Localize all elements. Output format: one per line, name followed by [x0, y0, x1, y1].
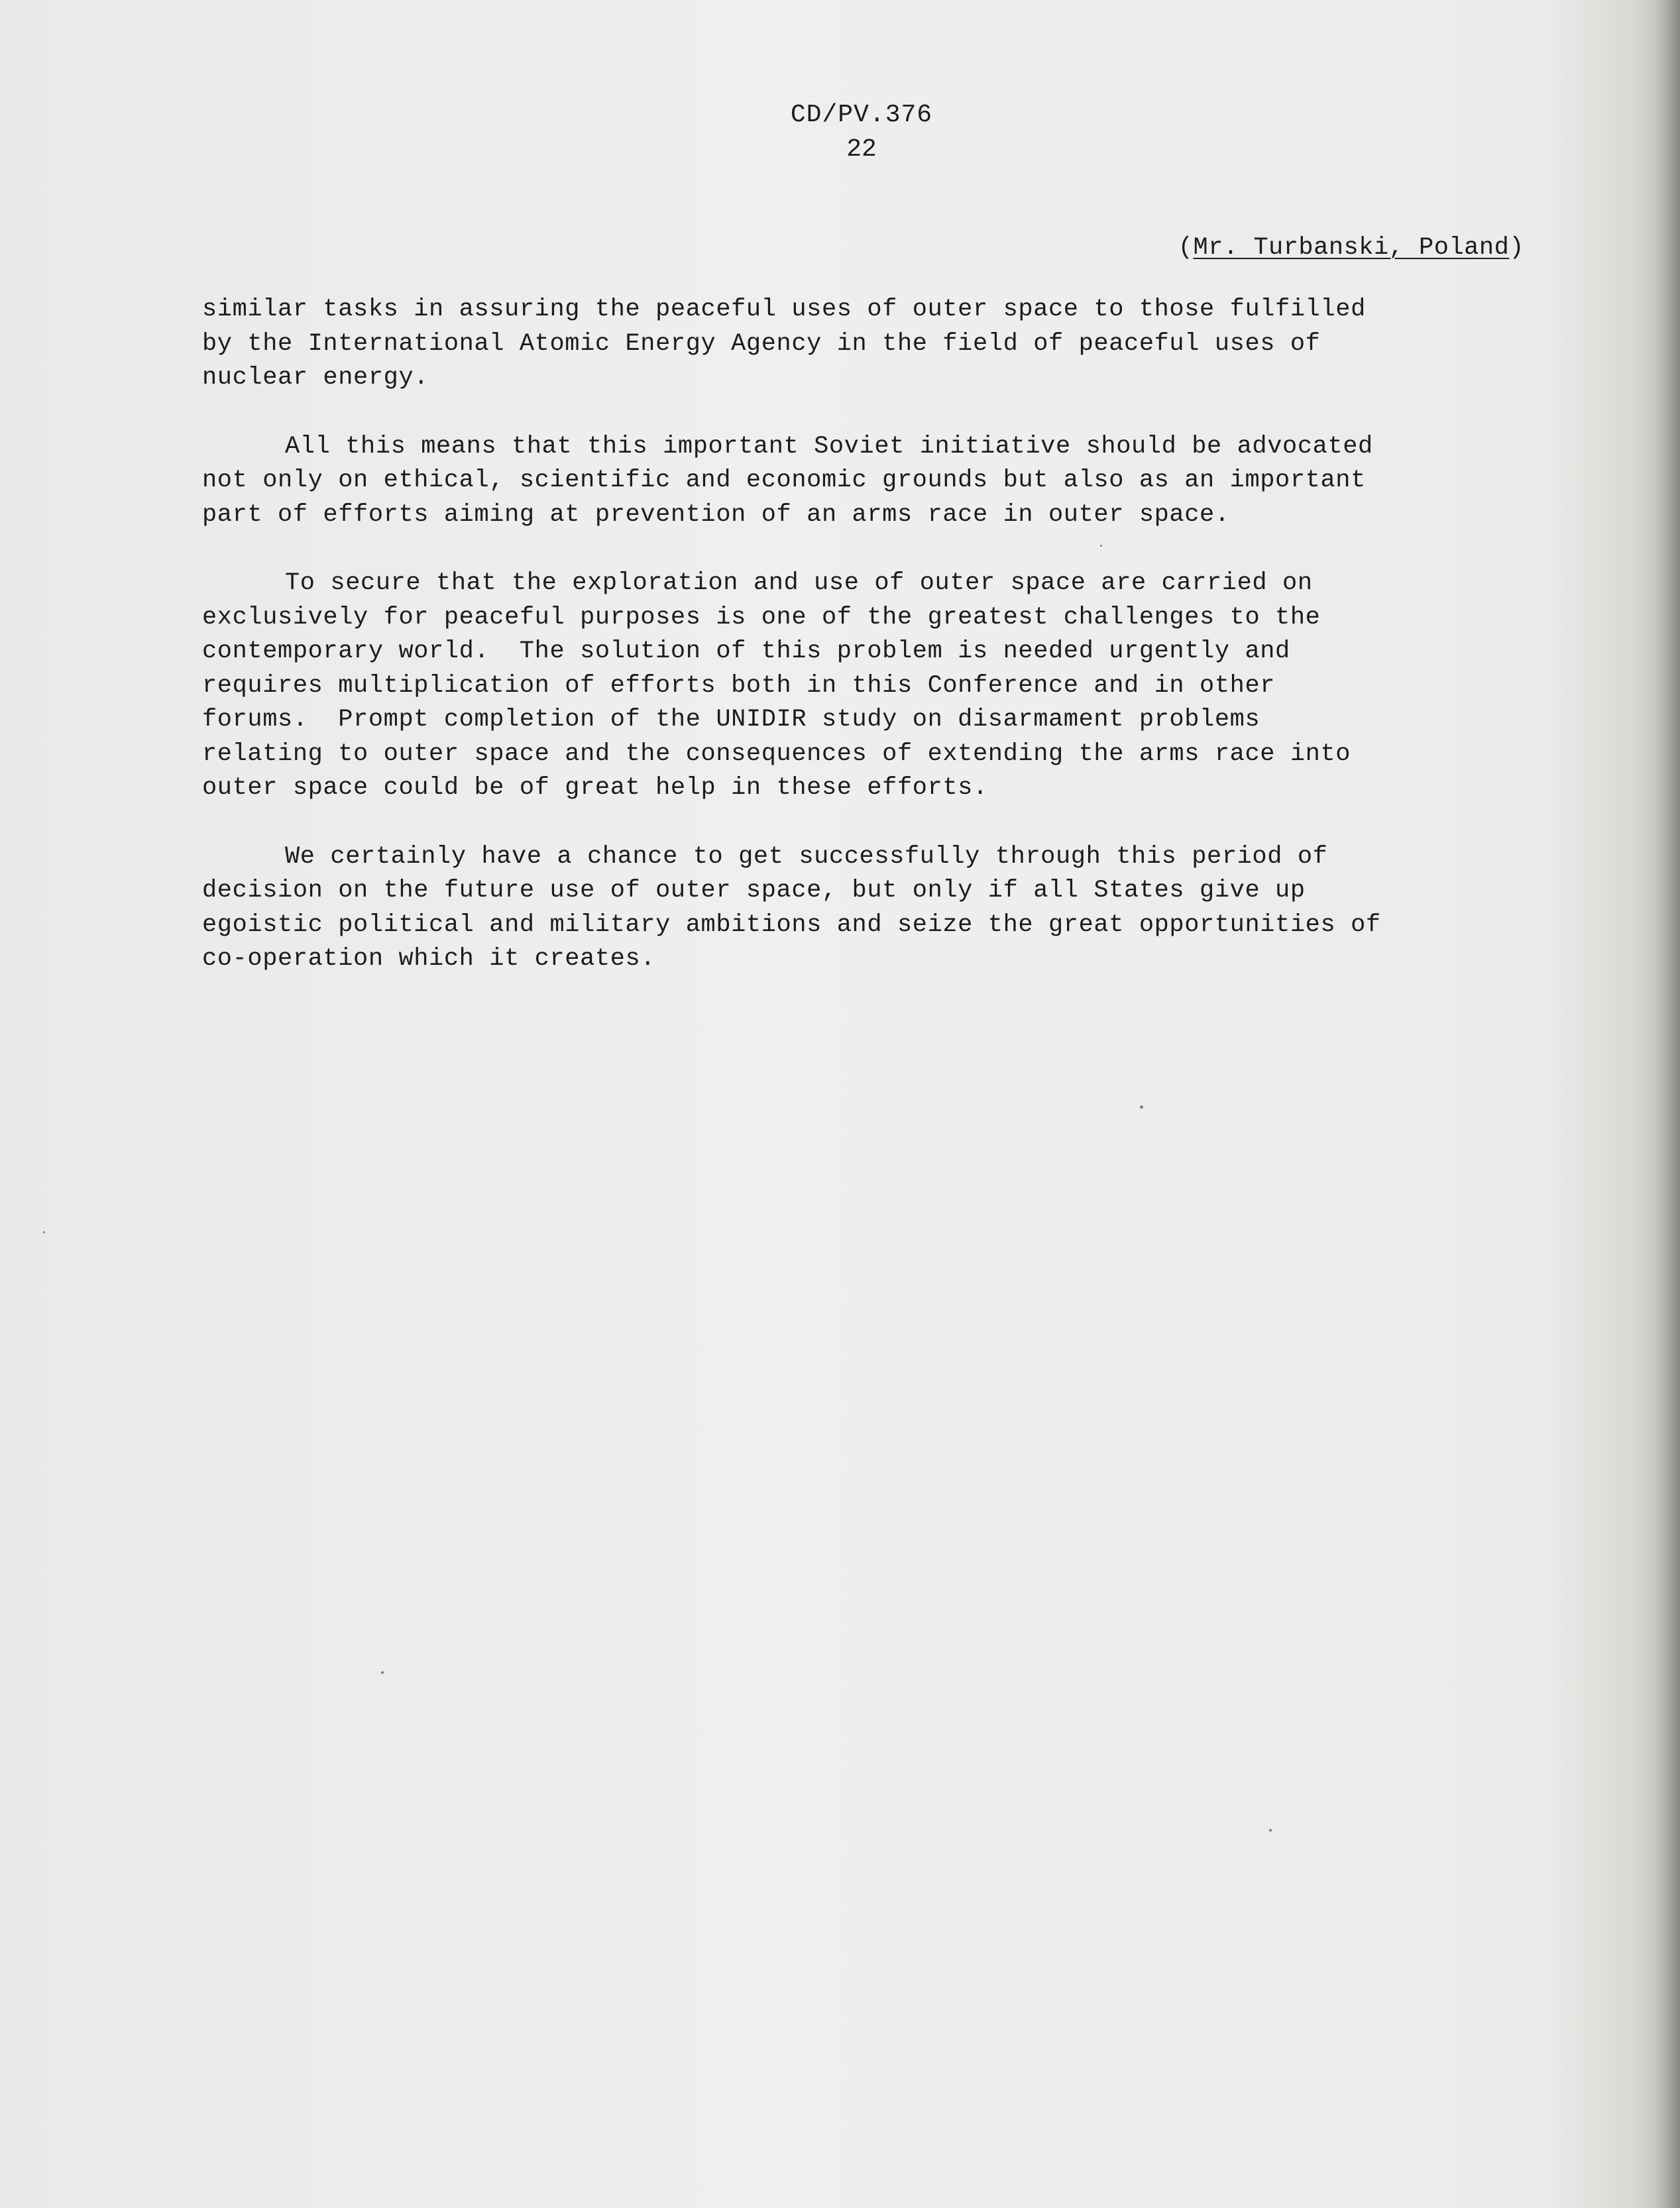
text-line: by the International Atomic Energy Agency in the field of peaceful uses of [202, 329, 1321, 358]
scan-speck [381, 1671, 384, 1674]
text-line: part of efforts aiming at prevention of an arms race in outer space. [202, 500, 1230, 529]
speaker-open-paren: ( [1178, 234, 1194, 262]
speaker-name: Mr. Turbanski, Poland [1193, 234, 1510, 262]
text-line: nuclear energy. [202, 364, 429, 392]
scan-speck [1269, 1829, 1272, 1832]
text-line: requires multiplication of efforts both in this Conference and in other [202, 671, 1276, 700]
text-line: decision on the future use of outer space, but only if all States give up [202, 877, 1306, 905]
document-code: CD/PV.376 [790, 101, 933, 129]
text-line: To secure that the exploration and use of outer space are carried on [285, 569, 1313, 597]
paragraph-4 [202, 840, 1528, 977]
text-line: All this means that this important Soviet initiative should be advocated [285, 432, 1373, 461]
paragraph-3 [202, 567, 1528, 806]
speaker-attribution [1113, 232, 1524, 264]
scan-speck [1100, 545, 1102, 547]
text-line: egoistic political and military ambitions and seize the great opportunities of [202, 911, 1381, 939]
speaker-close-paren: ) [1509, 234, 1524, 262]
text-line: We certainly have a chance to get successfully through this period of [285, 842, 1328, 871]
statement-body [202, 293, 1528, 1011]
text-line: exclusively for peaceful purposes is one of the greatest challenges to the [202, 603, 1321, 632]
scan-speck [1140, 1105, 1143, 1109]
text-line: contemporary world. The solution of this problem is needed urgently and [202, 637, 1290, 665]
text-line: co-operation which it creates. [202, 945, 656, 973]
text-line: forums. Prompt completion of the UNIDIR study on disarmament problems [202, 706, 1260, 734]
text-line: outer space could be of great help in these efforts. [202, 774, 988, 802]
text-line: similar tasks in assuring the peaceful uses of outer space to those fulfilled [202, 296, 1366, 323]
paragraph-2 [202, 430, 1528, 533]
page-edge-shadow [1653, 0, 1680, 2208]
paragraph-1 [202, 293, 1528, 396]
scan-speck [43, 1231, 45, 1233]
text-line: relating to outer space and the consequences of extending the arms race into [202, 740, 1351, 768]
page-number: 22 [846, 135, 877, 164]
text-line: not only on ethical, scientific and economic grounds but also as an important [202, 467, 1366, 494]
